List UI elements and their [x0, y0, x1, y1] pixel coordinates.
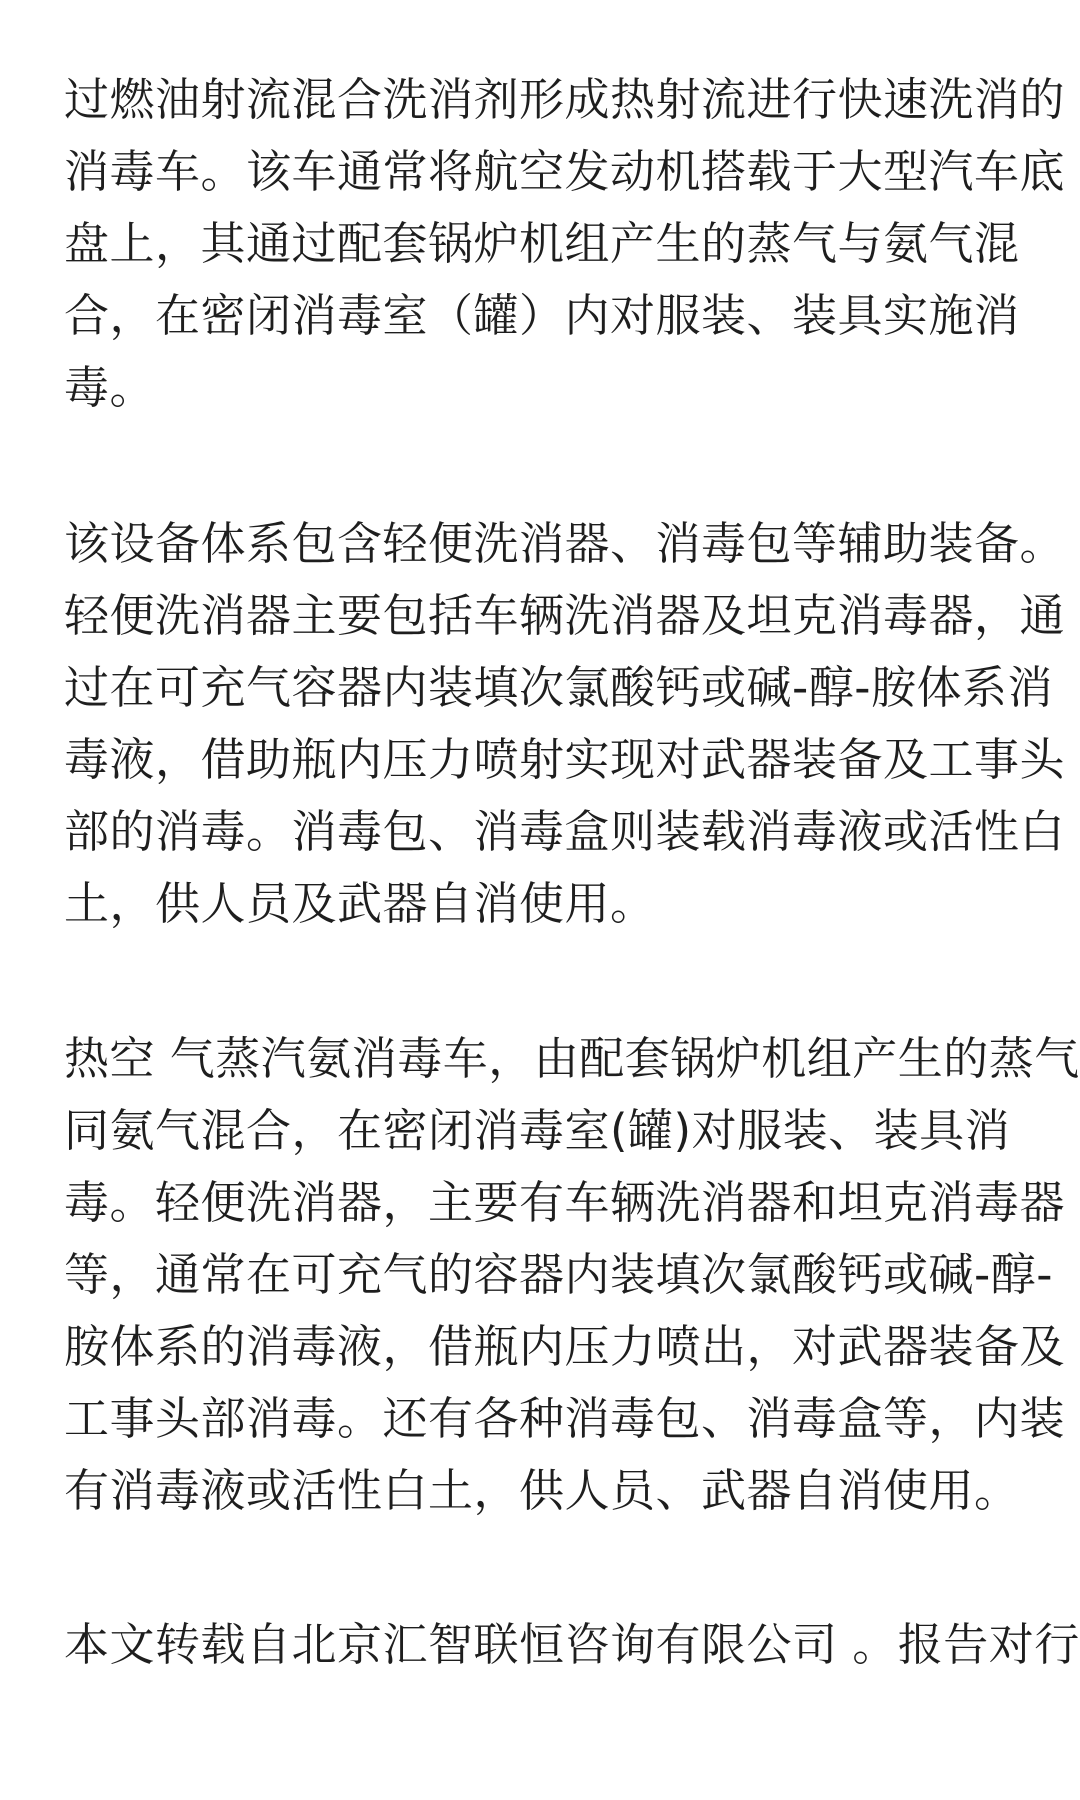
text-line: 毒液，借助瓶内压力喷射实现对武器装备及工事头 [64, 733, 1066, 786]
text-line: 本文转载自北京汇智联恒咨询有限公司 。报告对行 [64, 1618, 1080, 1671]
text-line: 消毒车。该车通常将航空发动机搭载于大型汽车底 [64, 145, 1066, 198]
text-line: 热空 气蒸汽氨消毒车，由配套锅炉机组产生的蒸气 [64, 1032, 1080, 1085]
text-line: 同氨气混合，在密闭消毒室(罐)对服装、装具消 [64, 1104, 1011, 1157]
text-line: 过燃油射流混合洗消剂形成热射流进行快速洗消的 [64, 73, 1066, 126]
text-line: 土，供人员及武器自消使用。 [64, 877, 656, 930]
text-line: 毒。轻便洗消器，主要有车辆洗消器和坦克消毒器 [64, 1176, 1066, 1229]
text-line: 盘上，其通过配套锅炉机组产生的蒸气与氨气混 [64, 217, 1020, 270]
text-line: 轻便洗消器主要包括车辆洗消器及坦克消毒器，通 [64, 589, 1066, 642]
text-line: 工事头部消毒。还有各种消毒包、消毒盒等，内装 [64, 1392, 1066, 1445]
text-line: 有消毒液或活性白土，供人员、武器自消使用。 [64, 1464, 1020, 1517]
text-line: 部的消毒。消毒包、消毒盒则装载消毒液或活性白 [64, 805, 1066, 858]
text-line: 合，在密闭消毒室（罐）内对服装、装具实施消 [64, 289, 1020, 342]
text-line: 胺体系的消毒液，借瓶内压力喷出，对武器装备及 [64, 1320, 1066, 1373]
text-line: 毒。 [64, 361, 156, 414]
text-line: 等，通常在可充气的容器内装填次氯酸钙或碱-醇- [64, 1248, 1053, 1301]
text-line: 该设备体系包含轻便洗消器、消毒包等辅助装备。 [64, 517, 1066, 570]
text-line: 过在可充气容器内装填次氯酸钙或碱-醇-胺体系消 [64, 661, 1053, 714]
